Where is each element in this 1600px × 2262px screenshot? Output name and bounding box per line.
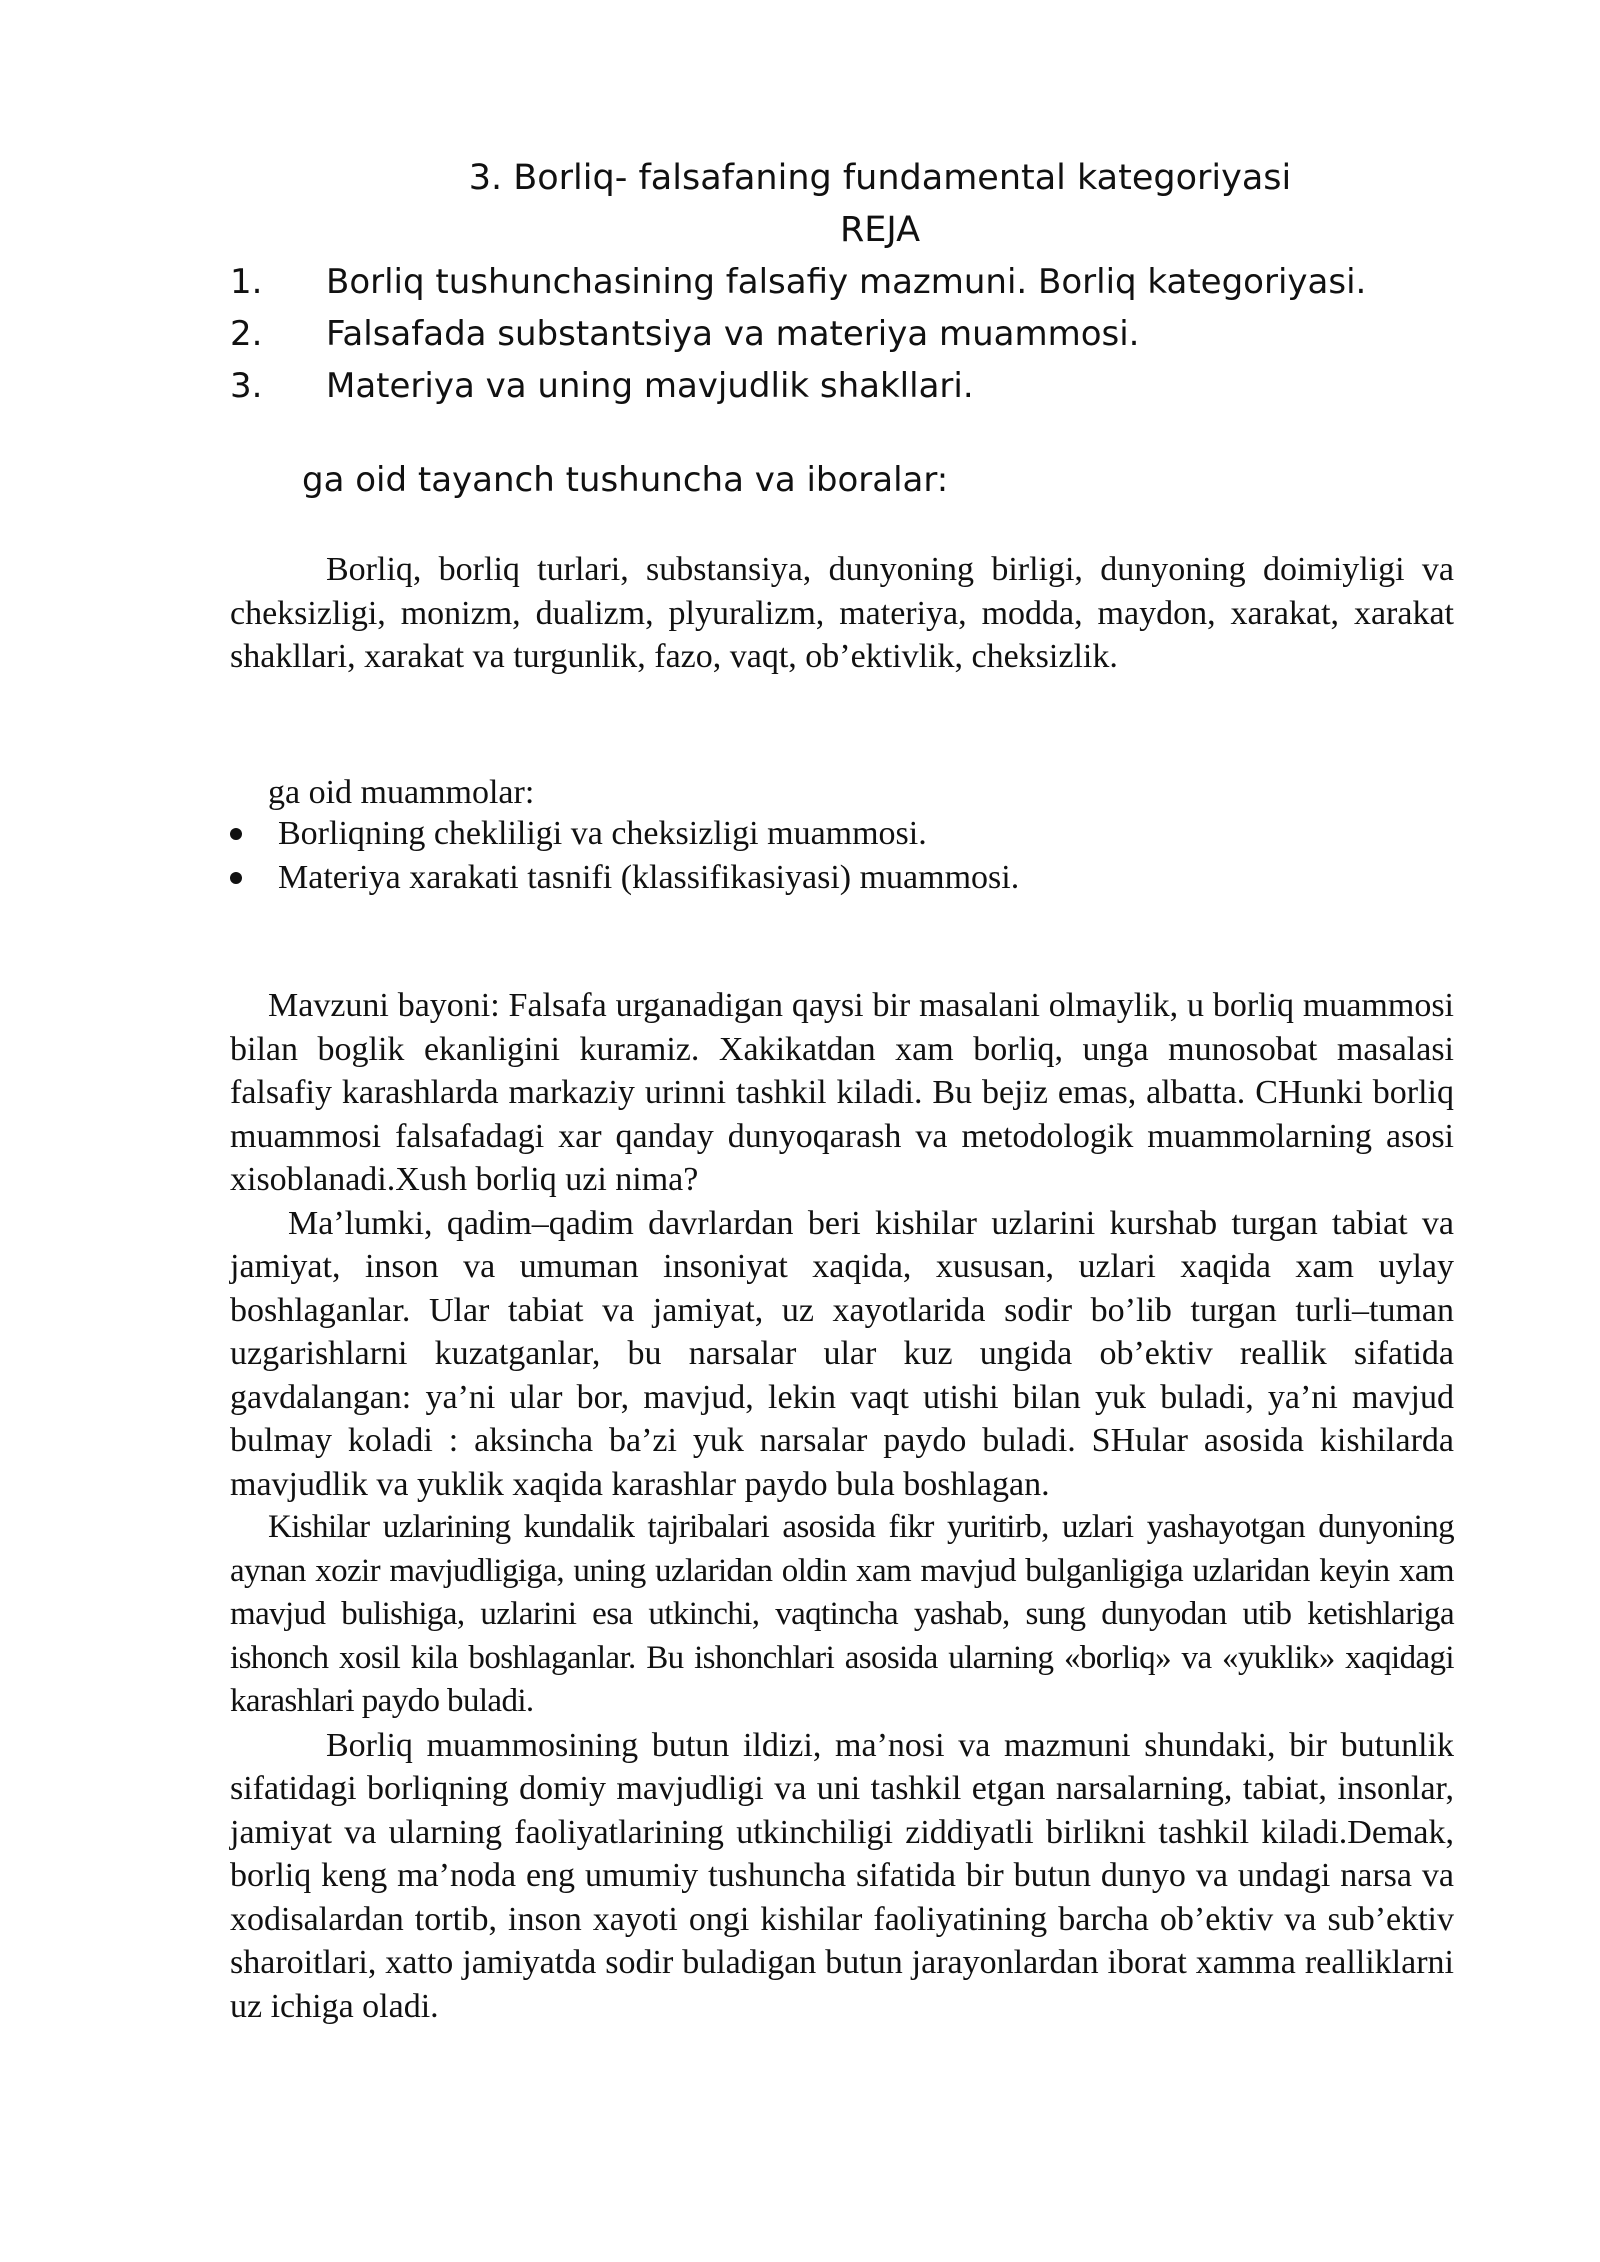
document-title: 3. Borliq- falsafaning fundamental kategoriyasi — [468, 158, 1292, 198]
plan-item — [230, 256, 1530, 308]
body-paragraph: Ma’lumki, qadim–qadim davrlardan beri kishilar uzlarini kurshab turgan tabiat va jamiyat, inson va umuman insoniyat xaqida, xususan, uzlari xaqida xam uylay boshlaganlar. Ular tabiat va jamiyat, uz xayotlarida sodir bo’lib turgan turli–tuman uzgarishlarni kuzatganlar, bu narsalar ular kuz ungida ob’ektiv reallik sifatida gavdalangan: ya’ni ular bor, mavjud, lekin vaqt utishi bilan yuk buladi, ya’ni mavjud bulmay koladi : aksincha ba’zi yuk narsalar paydo buladi. SHular asosida kishilarda mavjudlik va yuklik xaqida karashlar paydo bula boshlagan. — [230, 1204, 1454, 1503]
bullet-icon — [230, 872, 242, 884]
problems-heading: ga oid muammolar: — [268, 774, 535, 811]
plan-item-number: 2. — [230, 314, 263, 354]
problem-item-text: Materiya xarakati tasnifi (klassifikasiyasi) muammosi. — [278, 859, 1020, 896]
body-paragraph: Kishilar uzlarining kundalik tajribalari asosida fikr yuritirb, uzlari yashayotgan dunyoning aynan xozir mavjudligiga, uning uzlaridan oldin xam mavjud bulganligiga uzlaridan keyin xam mavjud bulishiga, uzlarini esa utkinchi, vaqtincha yashab, sung dunyodan utib ketishlariga ishonch xosil kila boshlaganlar. Bu ishonchlari asosida ularning «borliq» va «yuklik» xaqidagi karashlari paydo buladi. — [230, 1509, 1454, 1719]
problem-item — [230, 856, 1454, 900]
plan-item-text: Materiya va uning mavjudlik shakllari. — [326, 366, 974, 406]
keywords-paragraph: Borliq, borliq turlari, substansiya, dunyoning birligi, dunyoning doimiyligi va cheksizligi, monizm, dualizm, plyuralizm, materiya, modda, maydon, xarakat, xarakat shakllari, xarakat va turgunlik, fazo, vaqt, ob’ektivlik, cheksizlik. — [230, 551, 1454, 675]
problem-item-text: Borliqning chekliligi va cheksizligi muammosi. — [278, 815, 927, 852]
plan-item-text: Borliq tushunchasining falsafiy mazmuni. Borliq kategoriyasi. — [326, 262, 1367, 302]
body-text — [230, 984, 1454, 2028]
plan-heading: REJA — [839, 210, 921, 250]
plan-item-text: Falsafada substantsiya va materiya muammosi. — [326, 314, 1140, 354]
plan-list — [230, 256, 1530, 412]
body-paragraph: Borliq muammosining butun ildizi, ma’nosi va mazmuni shundaki, bir butunlik sifatidagi borliqning domiy mavjudligi va uni tashkil etgan narsalarning, tabiat, insonlar, jamiyat va ularning faoliyatlarining utkinchiligi ziddiyatli birlikni tashkil kiladi.Demak, borliq keng ma’noda eng umumiy tushuncha sifatida bir butun dunyo va undagi narsa va xodisalardan tortib, inson xayoti ongi kishilar faoliyatining barcha ob’ektiv va sub’ektiv sharoitlari, xatto jamiyatda sodir buladigan butun jarayonlardan iborat xamma realliklarni uz ichiga oladi. — [230, 1726, 1454, 2025]
plan-item-number: 3. — [230, 366, 263, 406]
plan-item-number: 1. — [230, 262, 263, 302]
plan-item — [230, 308, 1530, 360]
problem-item — [230, 812, 1454, 856]
bullet-icon — [230, 828, 242, 840]
problems-list — [230, 812, 1454, 900]
keywords-heading: ga oid tayanch tushuncha va iboralar: — [302, 460, 949, 500]
body-paragraph: Mavzuni bayoni: Falsafa urganadigan qaysi bir masalani olmaylik, u borliq muammosi bilan boglik ekanligini kuramiz. Xakikatdan xam borliq, unga munosobat masalasi falsafiy karashlarda markaziy urinni tashkil kiladi. Bu bejiz emas, albatta. CHunki borliq muammosi falsafadagi xar qanday dunyoqarash va metodologik muammolarning asosi xisoblanadi.Xush borliq uzi nima? — [230, 987, 1454, 1198]
plan-item — [230, 360, 1530, 412]
